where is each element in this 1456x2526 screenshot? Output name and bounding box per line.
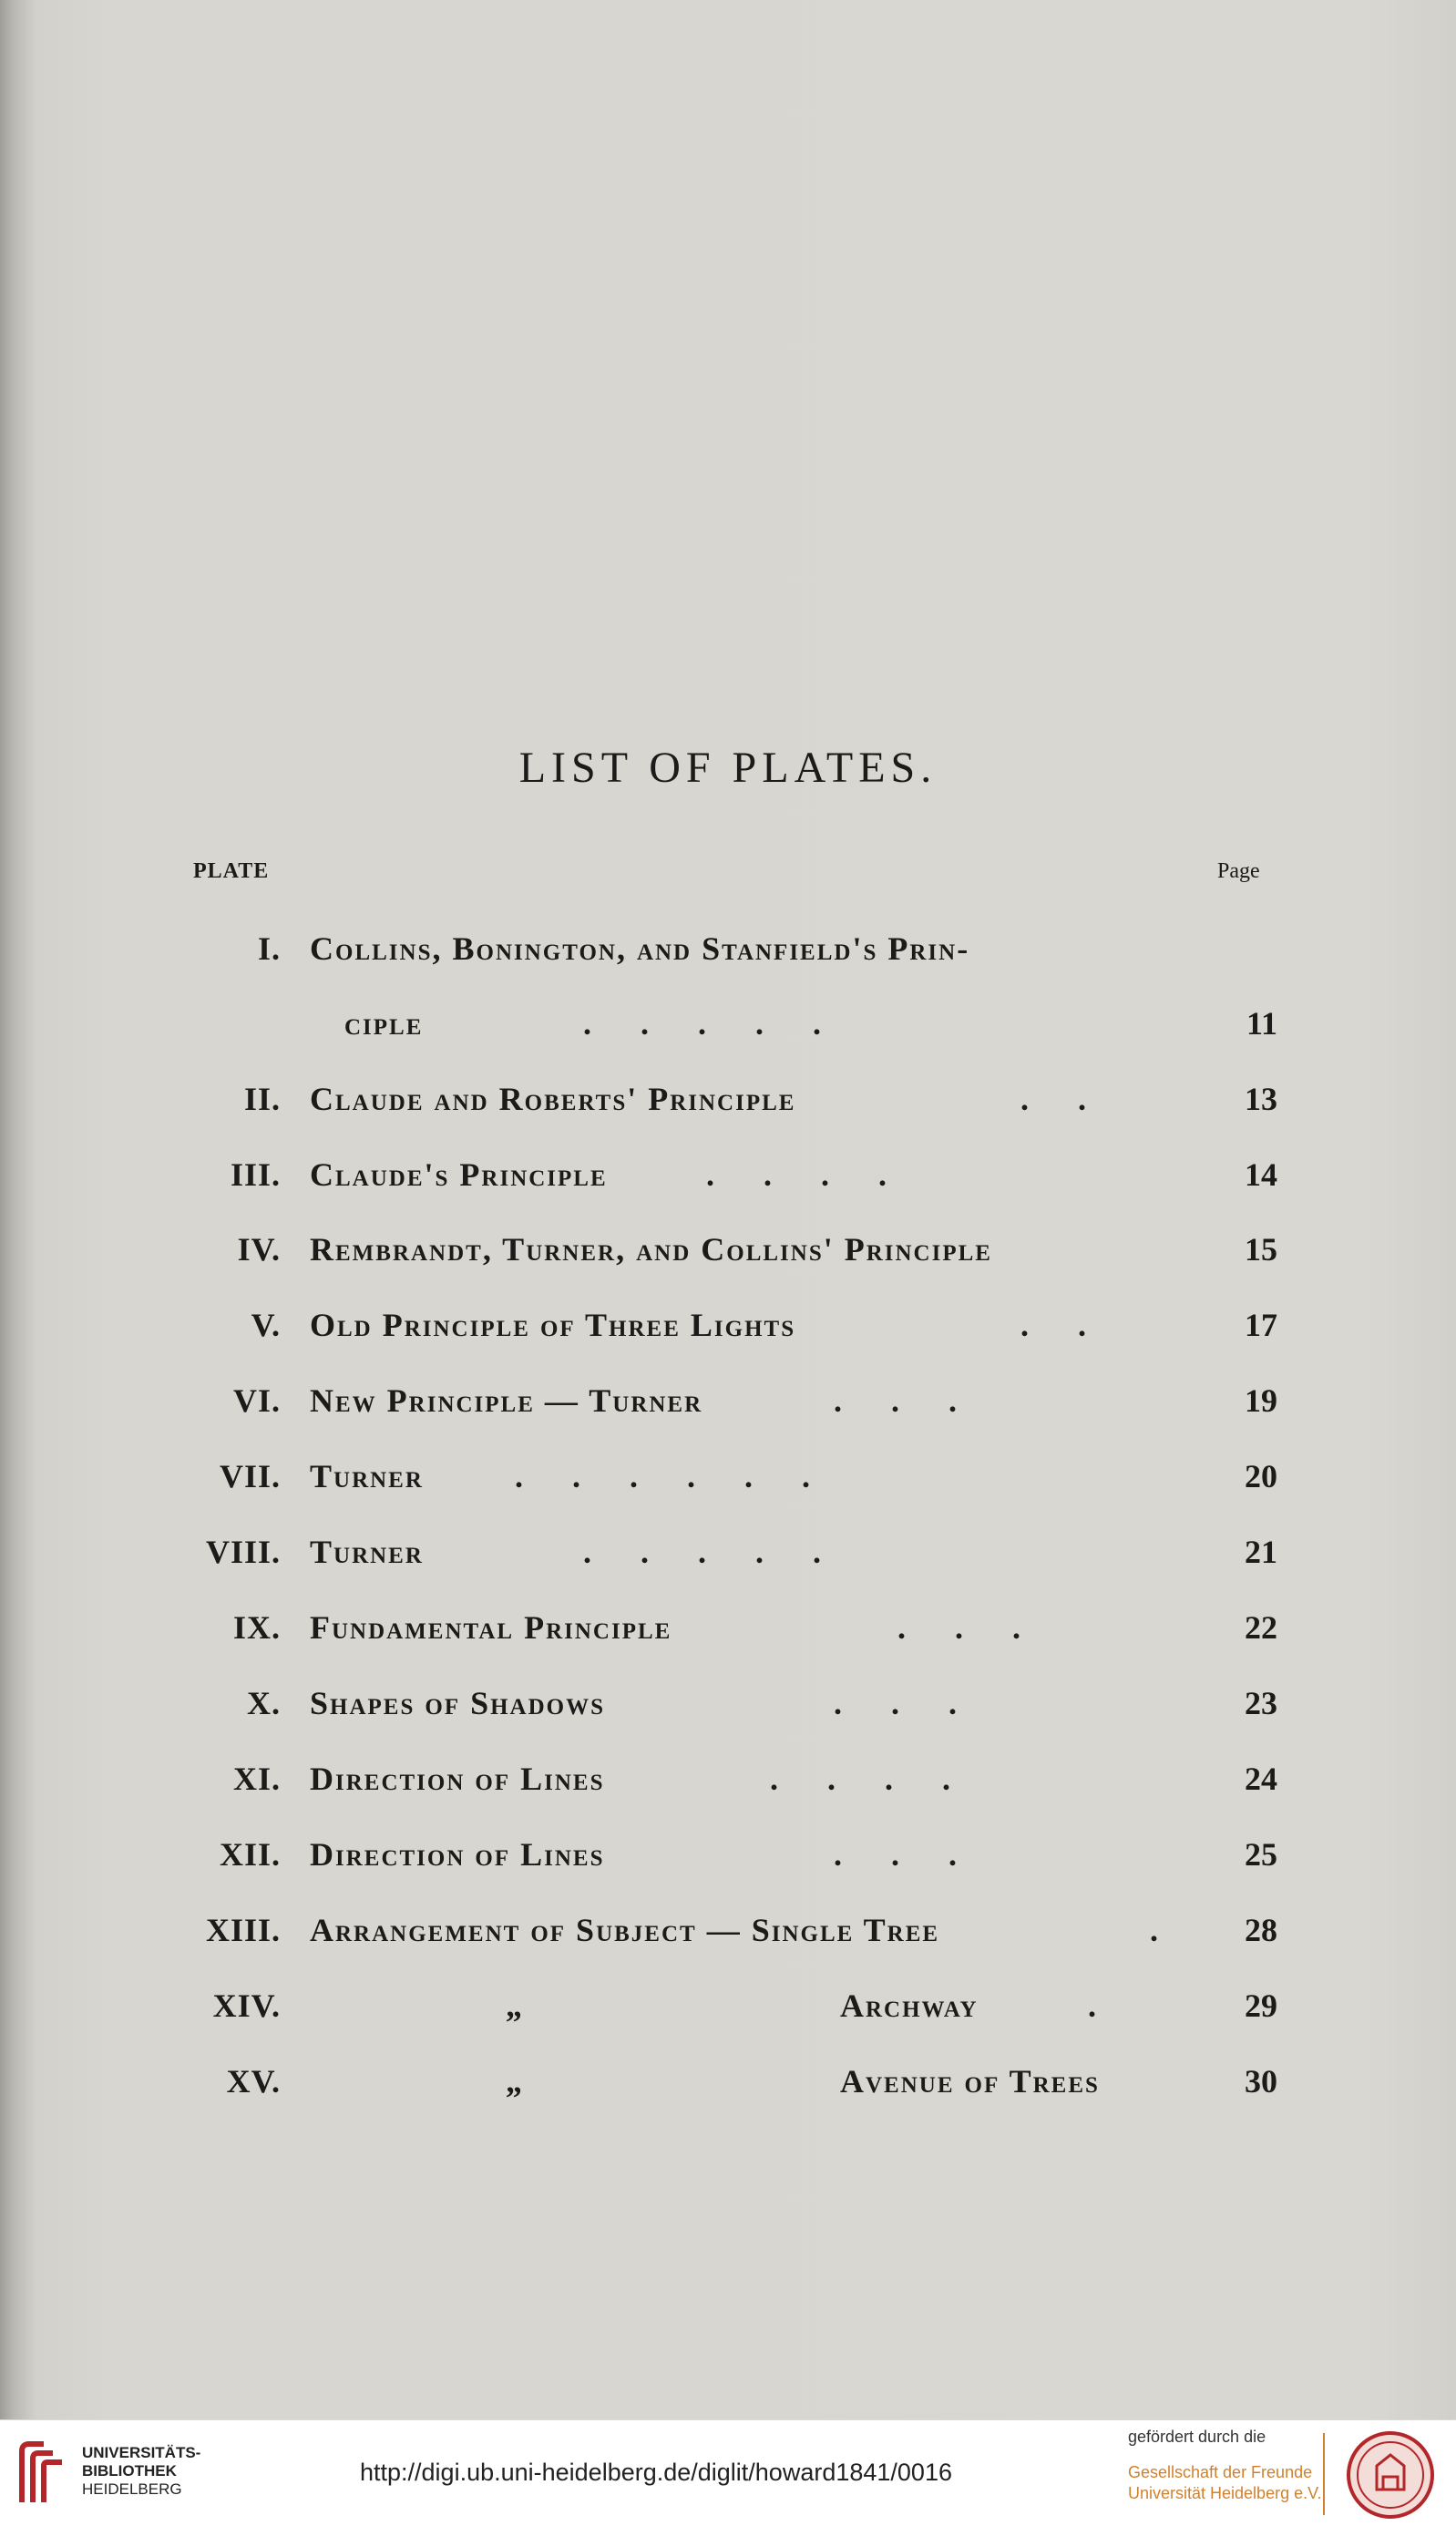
plate-numeral: IX. — [232, 1609, 281, 1646]
plate-row — [0, 1457, 1456, 1512]
leader-dots: . . . — [834, 1685, 957, 1721]
plate-page-number: 29 — [1245, 1987, 1277, 2024]
plate-page-number: 24 — [1245, 1761, 1277, 1797]
plate-numeral: IV. — [237, 1231, 281, 1268]
plate-title: Claude's Principle — [310, 1156, 608, 1193]
plate-numeral: VIII. — [205, 1534, 281, 1570]
plate-title: Turner — [310, 1458, 424, 1494]
plate-row-continuation — [0, 1004, 1456, 1059]
plate-numeral: V. — [251, 1307, 281, 1343]
plate-page-number: 19 — [1245, 1382, 1277, 1419]
plate-row — [0, 1760, 1456, 1814]
sponsor-name-line1: Gesellschaft der Freunde — [1128, 2463, 1313, 2481]
plate-numeral: II. — [243, 1081, 281, 1117]
footer-bar — [0, 2419, 1456, 2526]
leader-dots: . . . . — [706, 1156, 887, 1193]
plate-page-number: 28 — [1245, 1912, 1277, 1948]
leader-dots: . . . . . . — [515, 1458, 810, 1494]
plate-row — [0, 2062, 1456, 2117]
university-seal-icon — [1345, 2429, 1436, 2521]
plate-numeral: XV. — [226, 2063, 281, 2100]
plate-row — [0, 1835, 1456, 1890]
plate-row — [0, 1155, 1456, 1210]
plate-title: Direction of Lines — [310, 1761, 605, 1797]
plate-title: Direction of Lines — [310, 1836, 605, 1873]
plate-numeral: III. — [230, 1156, 281, 1193]
plate-title-continuation: ciple — [344, 1005, 424, 1042]
plate-page-number: 17 — [1245, 1307, 1277, 1343]
permalink-url[interactable]: http://digi.ub.uni-heidelberg.de/diglit/howard1841/0016 — [360, 2459, 952, 2486]
library-name-line1: UNIVERSITÄTS- — [82, 2444, 201, 2461]
plate-numeral: VII. — [219, 1458, 281, 1494]
plate-row — [0, 1306, 1456, 1361]
plate-page-number: 15 — [1245, 1231, 1277, 1268]
plate-title: Arrangement of Subject — Single Tree — [310, 1912, 940, 1948]
plate-row — [0, 1911, 1456, 1966]
plate-numeral: XI. — [232, 1761, 281, 1797]
sponsor-name — [1128, 2462, 1321, 2504]
plate-title: Fundamental Principle — [310, 1609, 672, 1646]
ditto-mark: „ — [506, 2063, 522, 2100]
library-logo-icon — [16, 2439, 69, 2508]
plate-page-number: 21 — [1245, 1534, 1277, 1570]
funded-by-label: gefördert durch die — [1128, 2428, 1266, 2446]
plate-page-number: 11 — [1246, 1005, 1277, 1042]
plate-page-number: 13 — [1245, 1081, 1277, 1117]
leader-dots: . . . . — [770, 1761, 950, 1797]
plate-title: Turner — [310, 1534, 424, 1570]
plate-column-header: PLATE — [193, 859, 270, 883]
leader-dots: . . — [1020, 1081, 1086, 1117]
ditto-mark: „ — [506, 1987, 522, 2024]
library-name — [82, 2444, 200, 2499]
plate-title: Old Principle of Three Lights — [310, 1307, 796, 1343]
plate-title: Collins, Bonington, and Stanfield's Prin- — [310, 930, 970, 967]
plate-numeral: VI. — [232, 1382, 281, 1419]
plate-row — [0, 1987, 1456, 2041]
plate-numeral: I. — [257, 930, 281, 967]
leader-dots: . — [1088, 1987, 1096, 2024]
plate-title: Shapes of Shadows — [310, 1685, 606, 1721]
plate-title: Rembrandt, Turner, and Collins' Principle — [310, 1231, 992, 1268]
plate-numeral: XII. — [219, 1836, 281, 1873]
leader-dots: . — [1150, 1912, 1158, 1948]
plate-subtitle: Archway — [840, 1987, 979, 2024]
sponsor-name-line2: Universität Heidelberg e.V. — [1128, 2484, 1322, 2502]
plate-page-number: 25 — [1245, 1836, 1277, 1873]
plate-page-number: 22 — [1245, 1609, 1277, 1646]
leader-dots: . . — [1020, 1307, 1086, 1343]
library-name-line2: BIBLIOTHEK — [82, 2462, 177, 2480]
plate-numeral: X. — [247, 1685, 281, 1721]
plate-numeral: XIII. — [205, 1912, 281, 1948]
plate-row — [0, 1684, 1456, 1739]
plate-title: Claude and Roberts' Principle — [310, 1081, 796, 1117]
leader-dots: . . . — [834, 1836, 957, 1873]
plate-title: New Principle — Turner — [310, 1382, 703, 1419]
plate-row — [0, 1230, 1456, 1285]
plate-numeral: XIV. — [212, 1987, 281, 2024]
plate-subtitle: Avenue of Trees — [840, 2063, 1100, 2100]
plate-page-number: 20 — [1245, 1458, 1277, 1494]
leader-dots: . . . — [897, 1609, 1020, 1646]
leader-dots: . . . . . — [583, 1534, 821, 1570]
leader-dots: . . . . . — [583, 1005, 821, 1042]
leader-dots: . . . — [834, 1382, 957, 1419]
plate-row — [0, 1381, 1456, 1436]
plate-page-number: 30 — [1245, 2063, 1277, 2100]
page-title: LIST OF PLATES. — [518, 744, 938, 792]
library-name-line3: HEIDELBERG — [82, 2480, 182, 2498]
plate-page-number: 14 — [1245, 1156, 1277, 1193]
plate-row — [0, 929, 1456, 984]
divider — [1323, 2433, 1325, 2515]
plate-page-number: 23 — [1245, 1685, 1277, 1721]
plate-row — [0, 1080, 1456, 1135]
plate-row — [0, 1533, 1456, 1587]
page-column-header: Page — [1217, 859, 1260, 883]
plate-row — [0, 1608, 1456, 1663]
